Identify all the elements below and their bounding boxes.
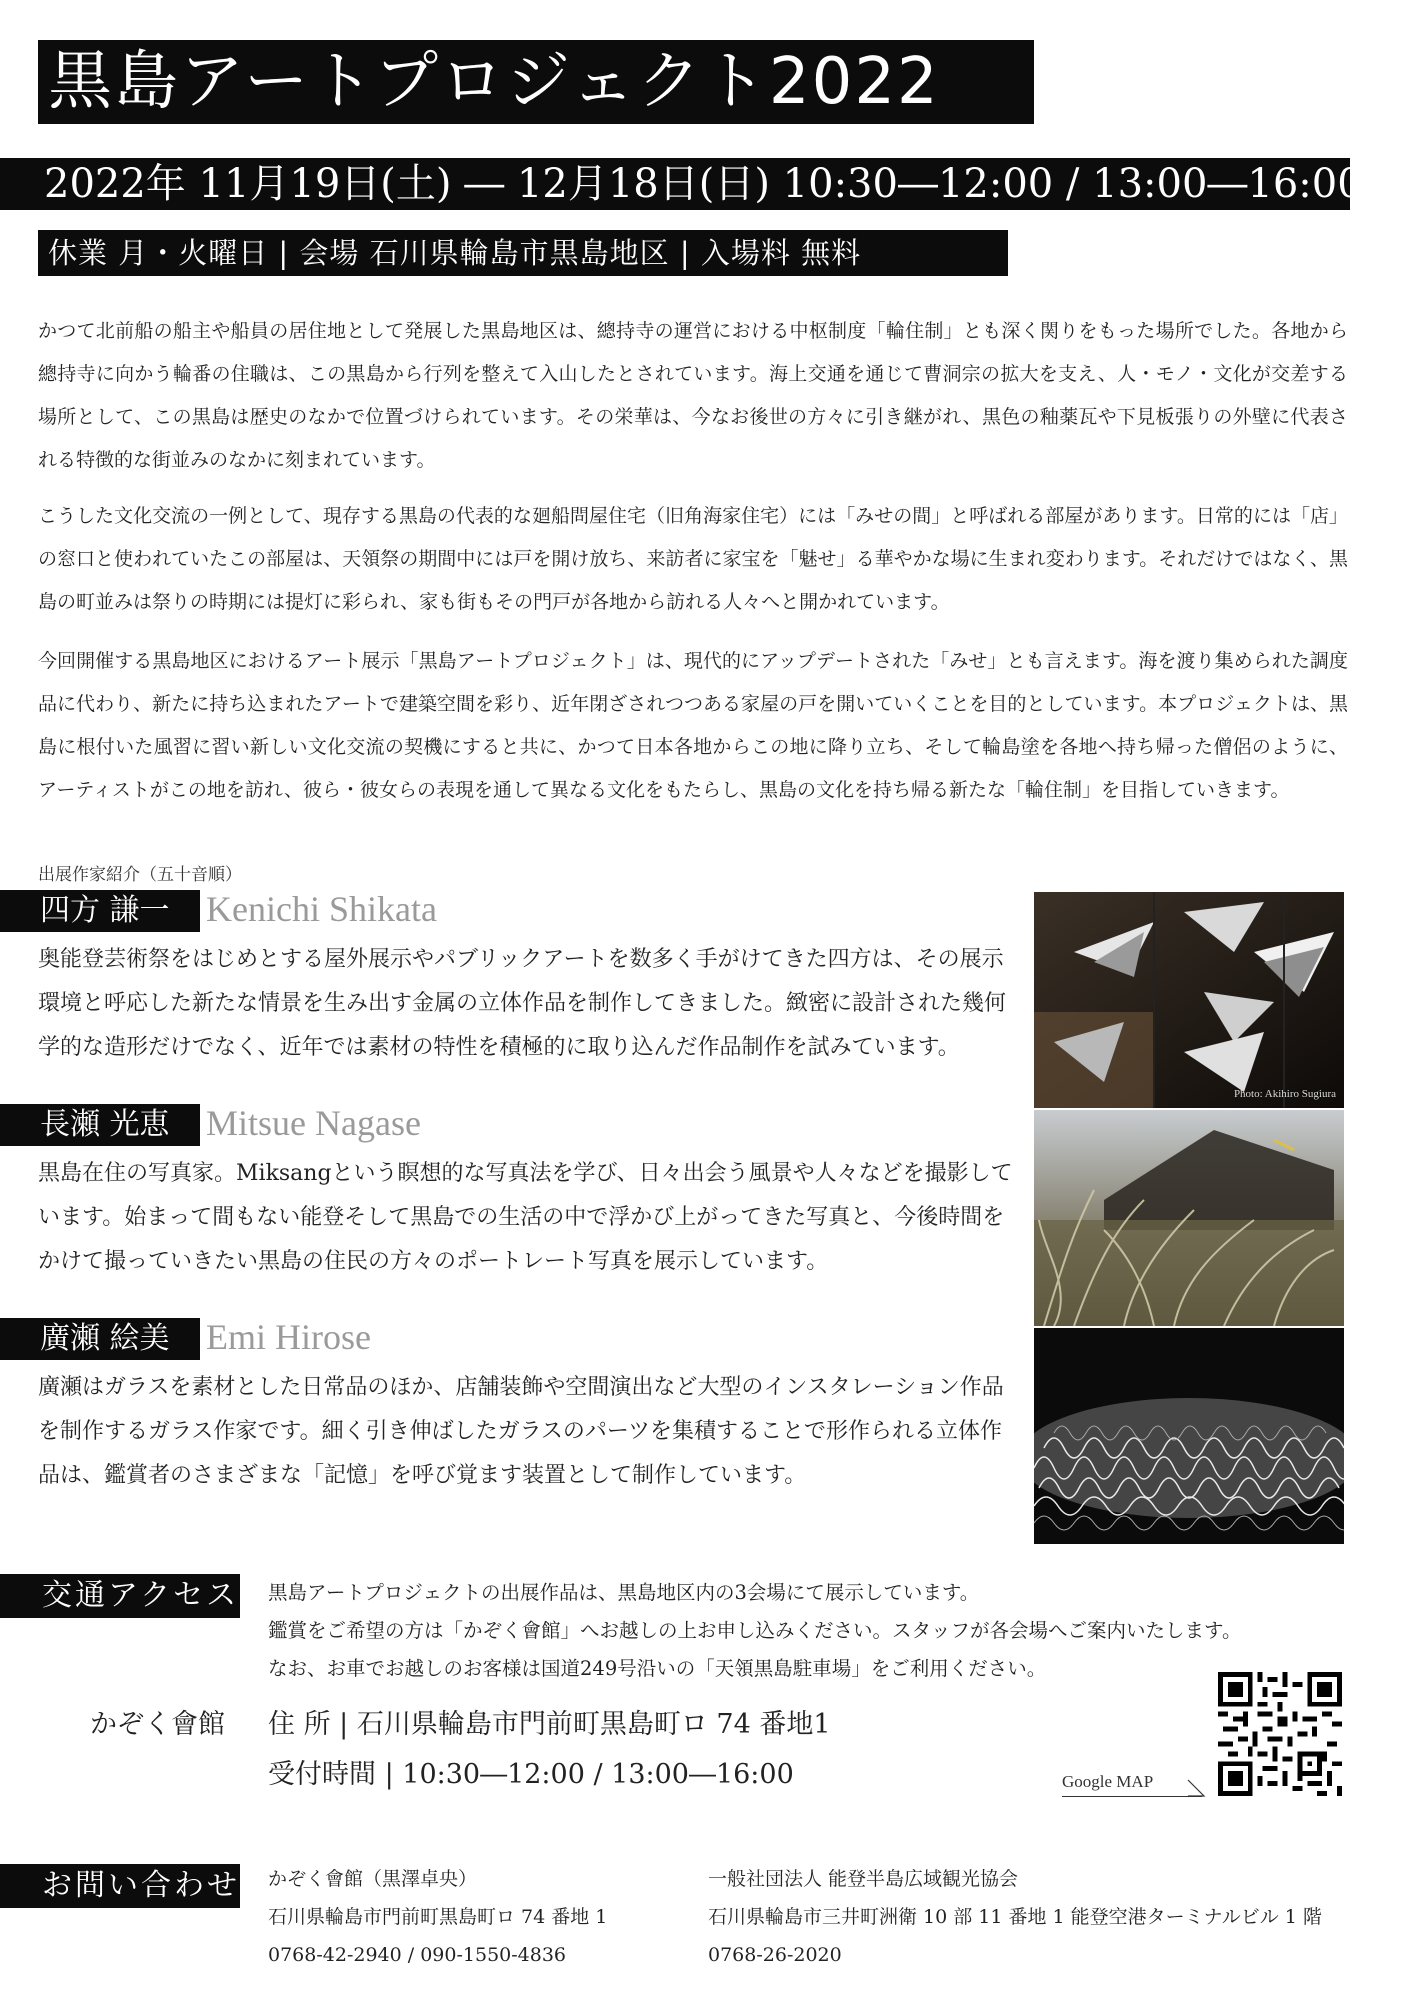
title-banner [38,40,1034,124]
intro-paragraph-3: 今回開催する黒島地区におけるアート展示「黒島アートプロジェクト」は、現代的にアップデートされた「みせ」とも言えます。海を渡り集められた調度品に代わり、新たに持ち込まれたアートで建築空間を彩り、近年閉ざされつつある家屋の戸を開いていくことを目的としています。本プロジェクトは、黒島に根付いた風習に習い新しい文化交流の契機にすると共に、かつて日本各地からこの地に降り立ち、そして輪島塗を各地へ持ち帰った僧侶のように、アーティストがこの地を訪れ、彼ら・彼女らの表現を通して異なる文化をもたらし、黒島の文化を持ち帰る新たな「輪住制」を目指していきます。 [38,650,1348,801]
contact-phone: 0768-26-2020 [708,1944,842,1966]
qr-code-icon [1218,1672,1342,1796]
artist-description: 奥能登芸術祭をはじめとする屋外展示やパブリックアートを数多く手がけてきた四方は、その展示環境と呼応した新たな情景を生み出す金属の立体作品を制作してきました。緻密に設計された幾何学的な造形だけでなく、近年では素材の特性を積極的に取り込んだ作品制作を試みています。 [38,947,1007,1060]
access-line: 黒島アートプロジェクトの出展作品は、黒島地区内の3会場にて展示しています。 [268,1581,980,1604]
artwork-photo-shikata [1034,892,1344,1108]
contact-tourism-association [708,1860,1322,1974]
date-banner [0,158,1363,210]
event-dates: 2022年 11月19日(土) ― 12月18日(日) 10:30―12:00 / 13:00―16:00 [44,161,1363,207]
divider [1062,1796,1202,1797]
intro-paragraph-2: こうした文化交流の一例として、現存する黒島の代表的な廻船問屋住宅（旧角海家住宅）には「みせの間」と呼ばれる部屋があります。日常的には「店」の窓口と使われていたこの部屋は、天領祭の期間中には戸を開け放ち、来訪者に家宝を「魅せ」る華やかな場に生まれ変わります。それだけではなく、黒島の町並みは祭りの時期には提灯に彩られ、家も街もその門戸が各地から訪れる人々へと開かれています。 [38,505,1348,613]
access-heading: 交通アクセス [42,1578,240,1613]
artist-name-en: Kenichi Shikata [206,889,437,929]
venue-name: かぞく會館 [90,1709,225,1740]
arrow-icon [1186,1778,1206,1798]
access-line: なお、お車でお越しのお客様は国道249号沿いの「天領黒島駐車場」をご利用ください。 [268,1657,1047,1680]
page-title: 黒島アートプロジェクト2022 [48,45,940,119]
artwork-photo-hirose [1034,1328,1344,1544]
contact-kazoku-kaikan [268,1860,607,1974]
access-line: 鑑賞をご希望の方は「かぞく會館」へお越しの上お申し込みください。スタッフが各会場へご案内いたします。 [268,1619,1242,1642]
contact-org: 一般社団法人 能登半島広域観光協会 [708,1868,1019,1890]
contact-heading-bar [0,1864,240,1908]
venue-address: 住 所 | 石川県輪島市門前町黒島町ロ 74 番地1 [268,1709,831,1740]
artist-name-en: Mitsue Nagase [206,1103,421,1143]
photo-credit: Photo: Akihiro Sugiura [1233,1088,1336,1100]
contact-org: かぞく會館（黒澤卓央） [268,1868,478,1890]
contact-address: 石川県輪島市三井町洲衛 10 部 11 番地 1 能登空港ターミナルビル 1 階 [708,1906,1322,1928]
artist-description: 黒島在住の写真家。Miksangという瞑想的な写真法を学び、日々出会う風景や人々などを撮影しています。始まって間もない能登そして黒島での生活の中で浮かび上がってきた写真と、今後時間をかけて撮っていきたい黒島の住民の方々のポートレート写真を展示しています。 [38,1161,1013,1274]
info-banner [38,230,1008,276]
artist-description: 廣瀬はガラスを素材とした日常品のほか、店舗装飾や空間演出など大型のインスタレーション作品を制作するガラス作家です。細く引き伸ばしたガラスのパーツを集積することで形作られる立体作品は、鑑賞者のさまざまな「記憶」を呼び覚ます装置として制作しています。 [38,1375,1004,1488]
artist-name-bar [0,1104,200,1146]
intro-paragraph-1: かつて北前船の船主や船員の居住地として発展した黒島地区は、總持寺の運営における中枢制度「輪住制」とも深く関りをもった場所でした。各地から總持寺に向かう輪番の住職は、この黒島から行列を整えて入山したとされています。海上交通を通じて曹洞宗の拡大を支え、人・モノ・文化が交差する場所として、この黒島は歴史のなかで位置づけられています。その栄華は、今なお後世の方々に引き継がれ、黒色の釉薬瓦や下見板張りの外壁に代表される特徴的な街並みのなかに刻まれています。 [38,320,1348,471]
contact-address: 石川県輪島市門前町黒島町ロ 74 番地 1 [268,1906,608,1928]
venue-hours: 受付時間 | 10:30―12:00 / 13:00―16:00 [268,1759,794,1790]
artist-name-jp: 廣瀬 絵美 [40,1321,170,1356]
access-description [268,1574,1241,1688]
contact-phone: 0768-42-2940 / 090-1550-4836 [268,1944,567,1966]
artist-name-jp: 四方 謙一 [40,893,170,928]
access-heading-bar [0,1574,240,1618]
artist-name-jp: 長瀬 光恵 [40,1107,170,1142]
artists-heading: 出展作家紹介（五十音順） [38,865,242,885]
google-map-label: Google MAP [1062,1772,1154,1791]
artist-name-bar [0,1318,200,1360]
artist-name-bar [0,890,200,932]
event-info: 休業 月・火曜日 | 会場 石川県輪島市黒島地区 | 入場料 無料 [48,236,862,270]
artwork-photo-nagase [1034,1110,1344,1326]
contact-heading: お問い合わせ [42,1868,240,1903]
qr-code[interactable] [1218,1672,1342,1796]
artist-name-en: Emi Hirose [206,1317,371,1357]
